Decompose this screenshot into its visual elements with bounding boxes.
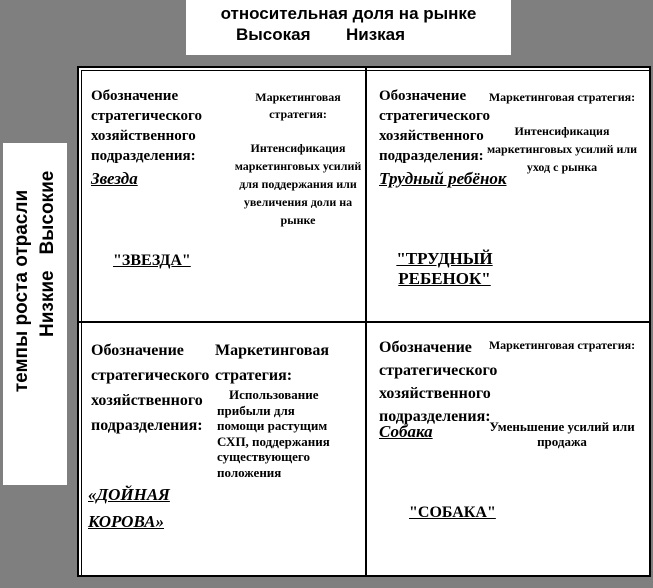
star-cell-title: "ЗВЕЗДА" [113, 252, 191, 269]
left-axis-labels: Низкие Высокие [37, 170, 58, 337]
top-axis-high-label: Высокая [236, 25, 311, 44]
quadrant-problem-child [367, 68, 649, 323]
problem-child-designation-label: Обозначение стратегического хозяйственного подразделения: [379, 88, 490, 164]
star-designation-label: Обозначение стратегического хозяйственного подразделения: [91, 88, 202, 164]
left-axis-title: темпы роста отрасли [11, 189, 32, 393]
dog-strategy-label: Маркетинговая стратегия: [488, 338, 636, 352]
matrix-table [77, 66, 651, 577]
problem-child-strategy-label: Маркетинговая стратегия: [488, 90, 636, 104]
quadrant-dog [367, 323, 649, 575]
problem-child-strategy-text: Интенсификация маркетинговых усилий или уход с рынка [486, 124, 638, 174]
cash-cow-strategy-label: Маркетинговая стратегия: [215, 342, 329, 384]
dog-strategy-label-block [482, 337, 642, 354]
dog-designation-label: Обозначение стратегического хозяйственного подразделения: [379, 339, 498, 425]
star-strategy-label: Маркетинговая стратегия: [255, 90, 341, 121]
top-axis-title: относительная доля на рынке [220, 4, 477, 23]
dog-designation-name: Собака [379, 422, 433, 441]
problem-child-strategy-block [482, 89, 642, 176]
cash-cow-designation-label: Обозначение стратегического хозяйственного подразделения: [91, 342, 210, 434]
cash-cow-cell-title: «ДОЙНАЯ КОРОВА» [88, 485, 170, 531]
dog-cell-title: "СОБАКА" [409, 504, 496, 521]
top-axis-low-label: Низкая [346, 25, 406, 44]
dog-strategy-text: Уменьшение усилий или продажа [489, 419, 635, 449]
quadrant-star [79, 68, 367, 323]
star-designation-name: Звезда [91, 169, 138, 188]
left-axis-box [3, 143, 67, 485]
cash-cow-strategy-text: Использование прибыли для помощи растущим СХП, поддержания существующего положения [217, 387, 330, 480]
star-strategy-text: Интенсификация маркетинговых усилий для поддержания или увеличения доли на рынке [234, 141, 362, 227]
top-axis-box [186, 0, 511, 55]
star-strategy-block [229, 89, 367, 229]
problem-child-cell-title: "ТРУДНЫЙ РЕБЕНОК" [396, 249, 493, 288]
problem-child-designation-name: Трудный ребёнок [379, 169, 507, 188]
quadrant-cash-cow [79, 323, 367, 575]
